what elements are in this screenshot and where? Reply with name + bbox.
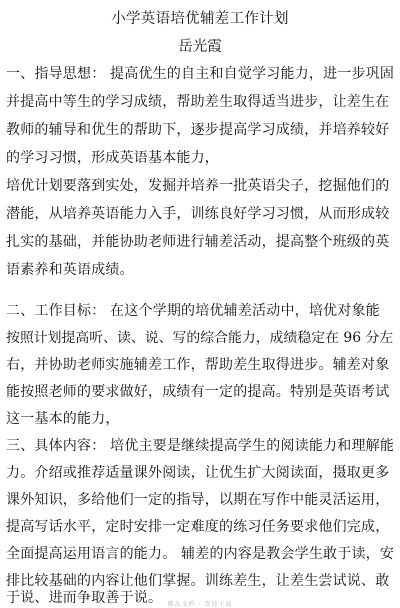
body-line: 提高写话水平，定时安排一定难度的练习任务要求他们完成， xyxy=(6,519,390,535)
body-line: 一、指导思想： 提高优生的自主和自觉学习能力，进一步巩固 xyxy=(6,66,395,82)
body-line: 课外知识，多给他们一定的指导，以期在写作中能灵活运用， xyxy=(6,492,390,508)
body-line: 于说、进而争取善于说。 xyxy=(6,590,163,606)
body-line: 右，并协助老师实施辅差工作，帮助差生取得进步。辅差对象 xyxy=(6,357,390,373)
page-footer: 精品文档 · 欢迎下载 xyxy=(167,601,233,608)
body-line: 按照计划提高听、读、说、写的综合能力，成绩稳定在 96 分左 xyxy=(6,330,394,346)
body-line: 扎实的基础，并能协助老师进行辅差活动，提高整个班级的英 xyxy=(6,234,390,250)
body-line: 二、工作目标： 在这个学期的培优辅差活动中，培优对象能 xyxy=(6,303,380,319)
body-line: 全面提高运用语言的能力。 辅差的内容是教会学生敢于读，安 xyxy=(6,546,395,562)
body-line: 力。介绍或推荐适量课外阅读，让优生扩大阅读面，摄取更多 xyxy=(6,465,390,481)
body-line: 这一基本的能力， xyxy=(6,411,120,427)
body-line: 并提高中等生的学习成绩，帮助差生取得适当进步，让差生在 xyxy=(6,94,390,110)
body-line: 的学习习惯，形成英语基本能力， xyxy=(6,150,219,166)
body-line: 语素养和英语成绩。 xyxy=(6,262,134,278)
document-title: 小学英语培优辅差工作计划 xyxy=(111,11,289,27)
body-line: 能按照老师的要求做好，成绩有一定的提高。特别是英语考试 xyxy=(6,384,390,400)
body-line: 排比较基础的内容让他们掌握。训练差生，让差生尝试说、敢 xyxy=(6,573,390,589)
body-line: 培优计划要落到实处，发掘并培养一批英语尖子，挖掘他们的 xyxy=(6,178,390,194)
body-line: 三、具体内容： 培优主要是继续提高学生的阅读能力和理解能 xyxy=(6,438,395,454)
body-line: 潜能，从培养英语能力入手，训练良好学习习惯，从而形成较 xyxy=(6,206,390,222)
body-line: 教师的辅导和优生的帮助下，逐步提高学习成绩，并培养较好 xyxy=(6,122,390,138)
document-author: 岳光霞 xyxy=(178,39,222,55)
